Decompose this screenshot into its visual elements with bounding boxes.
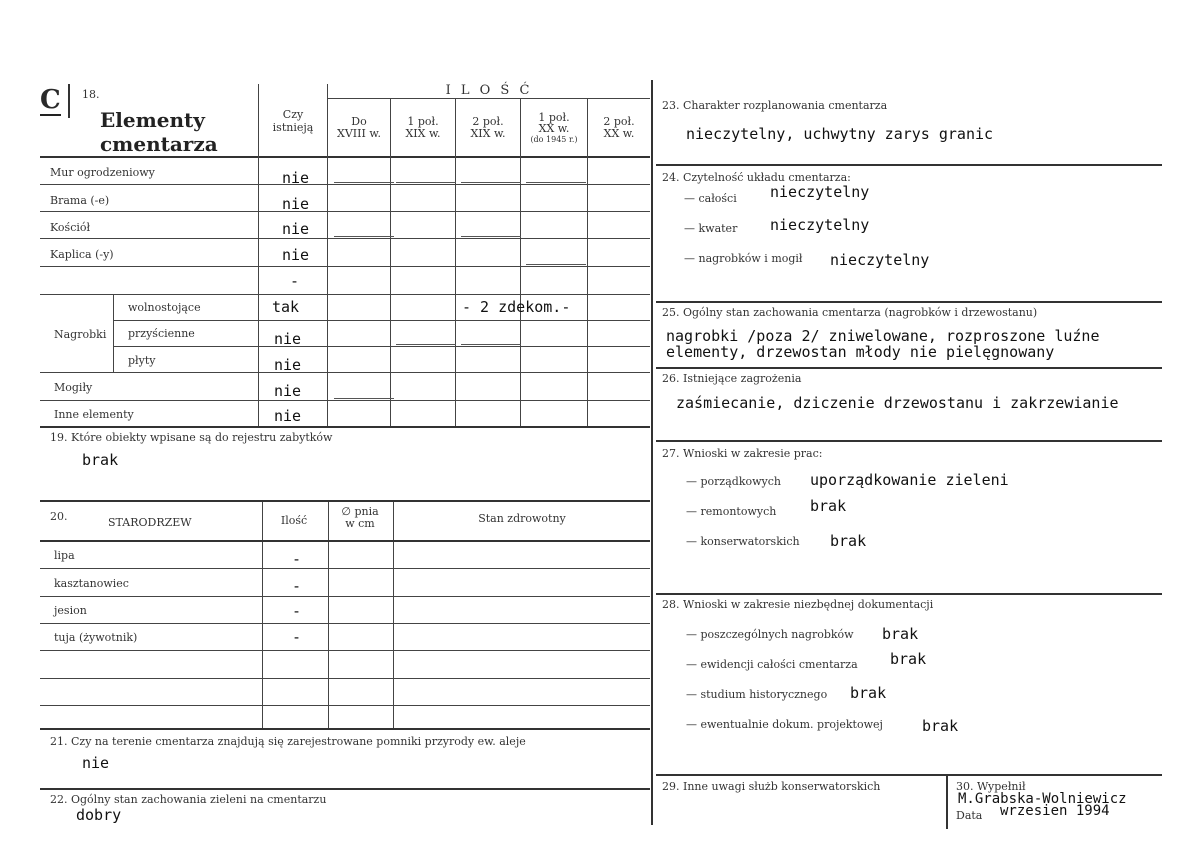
- s30-label: 30. Wypełnił: [956, 780, 1026, 793]
- s26-value: zaśmiecanie, dziczenie drzewostanu i zakrzewianie: [676, 394, 1119, 412]
- s25-label: 25. Ogólny stan zachowania cmentarza (nagrobków i drzewostanu): [662, 306, 1038, 319]
- col-1pol-xix-l2: XIX w.: [405, 127, 441, 140]
- nagrobki-row-value: tak: [272, 298, 300, 316]
- col-2pol-xix: [456, 116, 520, 140]
- s28-item-label: — ewentualnie dokum. projektowej: [686, 718, 883, 731]
- s20-row-label: kasztanowiec: [54, 577, 129, 590]
- s27-item-value: uporządkowanie zieleni: [810, 471, 1009, 489]
- s27-item-value: brak: [830, 532, 867, 550]
- s27-item-label: — porządkowych: [686, 475, 781, 488]
- s21-label: 21. Czy na terenie cmentarza znajdują się zarejestrowane pomniki przyrody ew. aleje: [50, 735, 526, 748]
- s18-row-value: -: [290, 272, 300, 290]
- s30-filled-by: M.Grabska-Wolniewicz: [958, 791, 1127, 807]
- col-1pol-xix-l1: 1 poł.: [407, 115, 439, 128]
- s20-row-label: jesion: [54, 604, 87, 617]
- s23-label: 23. Charakter rozplanowania cmentarza: [662, 99, 888, 112]
- s27-item-label: — remontowych: [686, 505, 777, 518]
- s23-value: nieczytelny, uchwytny zarys granic: [686, 125, 994, 143]
- s30-date-label: Data: [956, 809, 983, 822]
- s18-title-line2: cmentarza: [100, 132, 218, 156]
- s18-row-label: Inne elementy: [54, 408, 134, 421]
- s18-row-label: Kaplica (-y): [50, 248, 114, 261]
- s20-col-pnia-l2: w cm: [345, 517, 375, 530]
- s18-row-label: Brama (-e): [50, 194, 110, 207]
- nagrobki-label: Nagrobki: [54, 328, 107, 341]
- s26-label: 26. Istniejące zagrożenia: [662, 372, 802, 385]
- col-czy-l2: istnieją: [272, 121, 314, 134]
- s25-value-line2: elementy, drzewostan młody nie pielęgnowany: [666, 343, 1055, 361]
- s24-item-value: nieczytelny: [770, 216, 870, 234]
- s24-item-label: — kwater: [684, 222, 738, 235]
- col-1pol-xx: [521, 112, 587, 145]
- s20-row-label: lipa: [54, 549, 75, 562]
- s30-date-value: wrzesien 1994: [1000, 803, 1110, 819]
- s28-item-label: — studium historycznego: [686, 688, 828, 701]
- nagrobki-row-label: wolnostojące: [128, 301, 201, 314]
- s18-number: 18.: [82, 88, 100, 101]
- col-1pol-xx-l2: XX w.: [538, 122, 570, 135]
- col-do-xviii-l1: Do: [351, 115, 367, 128]
- s28-item-value: brak: [850, 684, 887, 702]
- s22-value: dobry: [76, 806, 122, 824]
- ilosc-header: I L O Ś Ć: [445, 83, 533, 98]
- nagrobki-row-label: płyty: [128, 354, 156, 367]
- s18-row-label: Mogiły: [54, 381, 93, 394]
- s24-label: 24. Czytelność układu cmentarza:: [662, 171, 851, 184]
- col-do-xviii-l2: XVIII w.: [337, 127, 381, 140]
- s20-col-stan: Stan zdrowotny: [478, 512, 566, 525]
- nagrobki-row-value: nie: [274, 356, 302, 374]
- s20-row-value: -: [292, 550, 302, 568]
- s27-item-label: — konserwatorskich: [686, 535, 800, 548]
- s20-number: 20.: [50, 510, 68, 523]
- col-do-xviii: [328, 116, 390, 140]
- s20-col-ilosc: Ilość: [280, 514, 308, 527]
- s18-row-value: nie: [274, 407, 302, 425]
- s28-item-label: — ewidencji całości cmentarza: [686, 658, 858, 671]
- s20-title: STARODRZEW: [108, 516, 192, 529]
- col-2pol-xix-l2: XIX w.: [470, 127, 506, 140]
- s18-row-label: Kościół: [50, 221, 91, 234]
- s20-row-value: -: [292, 628, 302, 646]
- s18-row-value: nie: [282, 246, 310, 264]
- s20-col-pnia-l1: ∅ pnia: [341, 505, 379, 518]
- s20-col-pnia: [328, 506, 392, 530]
- s24-item-value: nieczytelny: [770, 183, 870, 201]
- s27-item-value: brak: [810, 497, 847, 515]
- section-letter: [40, 86, 61, 116]
- s18-row-value: nie: [282, 195, 310, 213]
- s28-item-value: brak: [890, 650, 927, 668]
- s20-row-value: -: [292, 577, 302, 595]
- col-1pol-xix: [391, 116, 455, 140]
- s29-label: 29. Inne uwagi służb konserwatorskich: [662, 780, 881, 793]
- s18-row-value: nie: [282, 220, 310, 238]
- s19-label: 19. Które obiekty wpisane są do rejestru zabytków: [50, 431, 333, 444]
- nagrobki-row-label: przyścienne: [128, 327, 195, 340]
- col-czy-l1: Czy: [282, 108, 304, 121]
- nagrobki-row-value: nie: [274, 330, 302, 348]
- s18-row-label: Mur ogrodzeniowy: [50, 166, 155, 179]
- s18-row-value: nie: [274, 382, 302, 400]
- s24-item-label: — nagrobków i mogił: [684, 252, 803, 265]
- section-letter-text: C: [40, 85, 61, 115]
- s21-value: nie: [82, 754, 110, 772]
- col-2pol-xix-l1: 2 poł.: [472, 115, 504, 128]
- s24-item-value: nieczytelny: [830, 251, 930, 269]
- nagrobki-row-note: - 2 zdekom.-: [462, 298, 571, 316]
- s22-label: 22. Ogólny stan zachowania zieleni na cmentarzu: [50, 793, 327, 806]
- s18-title-line1: Elementy: [100, 108, 205, 132]
- s20-row-label: tuja (żywotnik): [54, 631, 138, 644]
- s18-row-value: nie: [282, 169, 310, 187]
- s28-item-value: brak: [882, 625, 919, 643]
- s28-label: 28. Wnioski w zakresie niezbędnej dokumentacji: [662, 598, 934, 611]
- s18-title: [100, 108, 218, 156]
- col-czy-istnieja: [260, 108, 326, 134]
- col-2pol-xx: [588, 116, 650, 140]
- col-2pol-xx-l2: XX w.: [603, 127, 635, 140]
- col-2pol-xx-l1: 2 poł.: [603, 115, 635, 128]
- s24-item-label: — całości: [684, 192, 737, 205]
- s20-row-value: -: [292, 602, 302, 620]
- col-1pol-xx-l3: (do 1945 r.): [530, 135, 578, 144]
- s19-value: brak: [82, 451, 119, 469]
- s27-label: 27. Wnioski w zakresie prac:: [662, 447, 823, 460]
- s25-value-line1: nagrobki /poza 2/ zniwelowane, rozproszone luźne: [666, 327, 1100, 345]
- s28-item-value: brak: [922, 717, 959, 735]
- s28-item-label: — poszczególnych nagrobków: [686, 628, 854, 641]
- col-1pol-xx-l1: 1 poł.: [538, 111, 570, 124]
